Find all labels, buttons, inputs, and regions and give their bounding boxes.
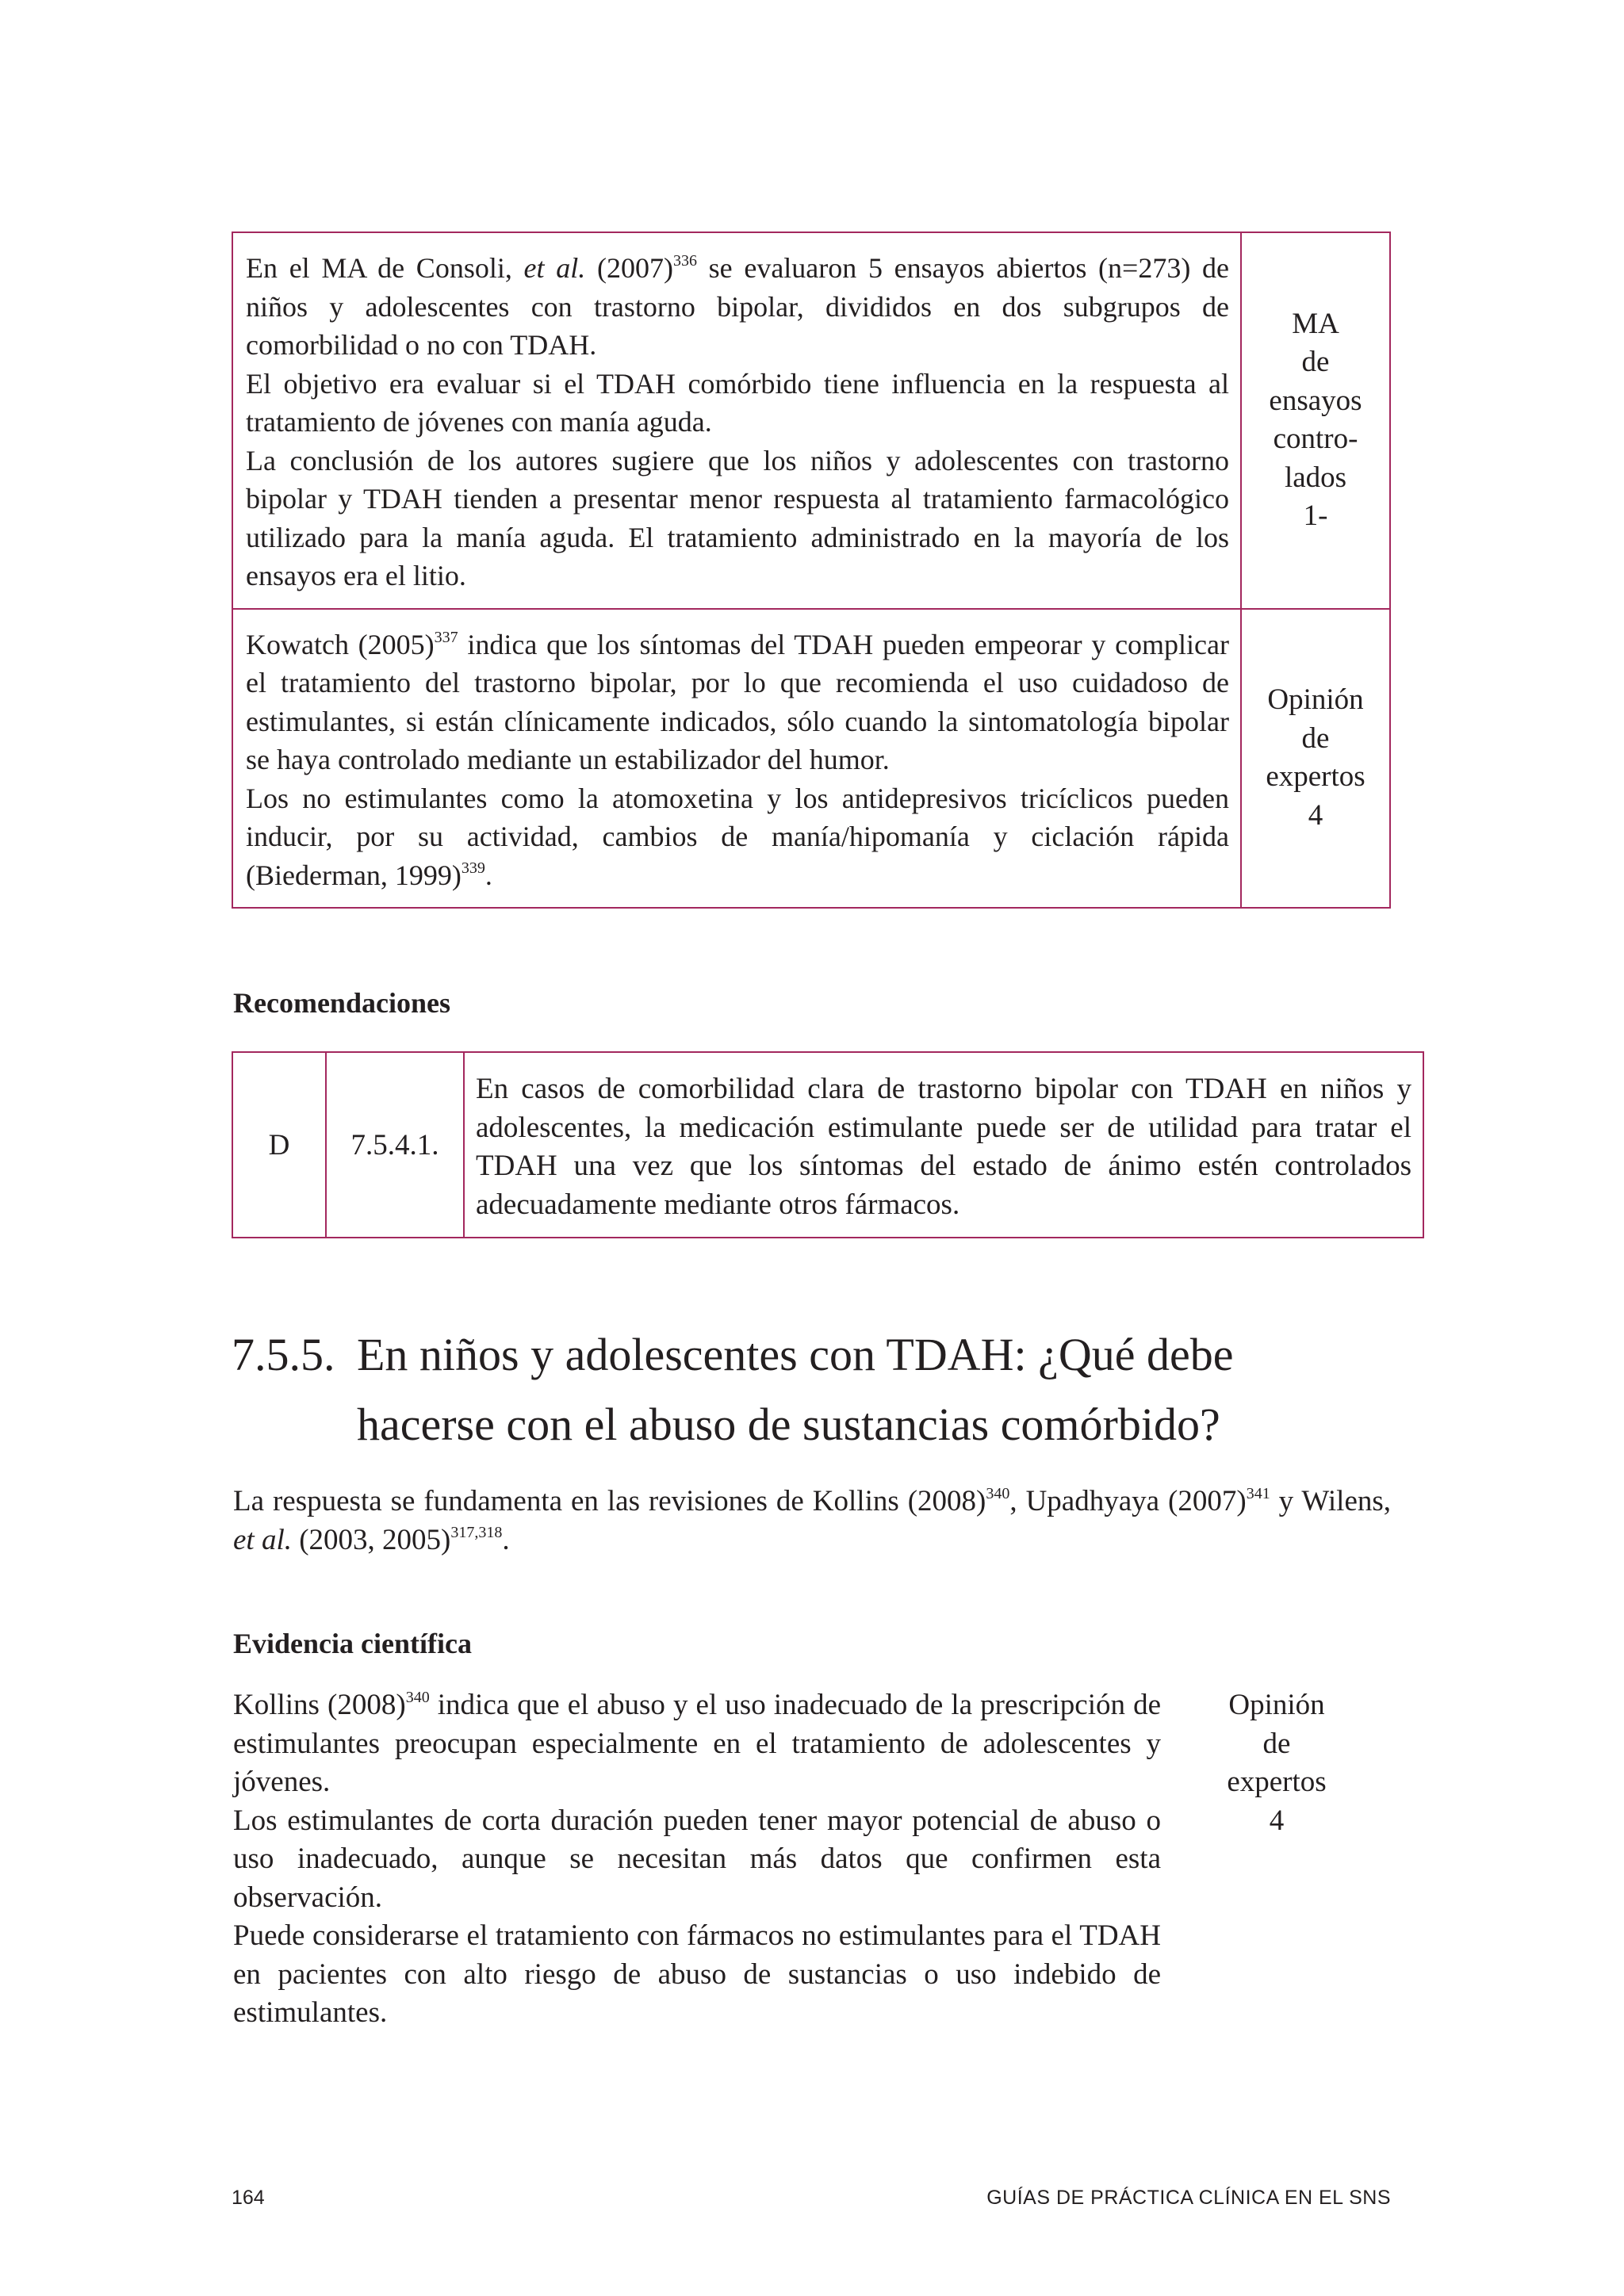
recommendation-row: [232, 1052, 1423, 1238]
text-run: Kowatch (2005): [246, 628, 435, 660]
paragraph: [246, 249, 1229, 365]
citation-superscript: 341: [1246, 1485, 1270, 1502]
level-line: de: [1301, 346, 1330, 379]
paragraph: [233, 1802, 1161, 1918]
level-line: Opinión: [1228, 1689, 1325, 1721]
text-run: Los no estimulantes como la atomoxetina y los antidepresivos tricíclicos pueden inducir, por su actividad, cambios de manía/hipomanía y ciclación rápida (Biederman, 1999): [246, 782, 1229, 891]
recommendation-number: 7.5.4.1.: [326, 1052, 464, 1238]
evidence-text-cell: [232, 232, 1241, 609]
footer-series-title: GUÍAS DE PRÁCTICA CLÍNICA EN EL SNS: [986, 2187, 1391, 2209]
level-line: 1-: [1303, 499, 1328, 533]
text-run: y Wilens,: [1270, 1485, 1392, 1517]
level-line: lados: [1284, 461, 1347, 494]
level-line: ensayos: [1269, 384, 1362, 417]
text-run: Puede considerarse el tratamiento con fármacos no estimulantes para el TDAH en pacientes con alto riesgo de abuso de sustancias o uso indebido de estimulantes.: [233, 1919, 1161, 2029]
citation-superscript: 337: [434, 628, 458, 646]
text-run: El objetivo era evaluar si el TDAH comórbido tiene influencia en la respuesta al tratamiento de jóvenes con manía aguda.: [246, 367, 1229, 438]
evidence-row-consoli: [232, 232, 1390, 609]
evidence-text-cell: [232, 609, 1241, 909]
recommendation-text: En casos de comorbilidad clara de trastorno bipolar con TDAH en niños y adolescentes, la medicación estimulante puede ser de utilidad para tratar el TDAH una vez que los síntomas del estado de ánimo estén controlados adecuadamente mediante otros fármacos.: [464, 1052, 1423, 1238]
paragraph: [233, 1686, 1161, 1802]
italic-text: et al.: [523, 252, 586, 284]
text-run: .: [502, 1523, 510, 1556]
evidence-paragraphs: [246, 249, 1229, 595]
italic-text: et al.: [233, 1523, 292, 1556]
recommendations-heading: Recomendaciones: [233, 987, 450, 1019]
evidence-row-kowatch: [232, 609, 1390, 909]
text-run: En el MA de Consoli,: [246, 252, 524, 284]
citation-superscript: 340: [986, 1485, 1010, 1502]
level-line: 4: [1269, 1804, 1285, 1837]
citation-superscript: 340: [405, 1689, 430, 1706]
paragraph: [246, 365, 1229, 442]
text-run: La respuesta se fundamenta en las revisiones de Kollins (2008): [233, 1485, 986, 1517]
page-number: 164: [232, 2187, 265, 2209]
level-line: de: [1262, 1727, 1291, 1760]
evidence-table: [232, 232, 1391, 909]
text-run: (2007): [585, 252, 673, 284]
citation-superscript: 317,318: [450, 1523, 503, 1541]
level-line: contro-: [1273, 423, 1358, 456]
section-intro: [233, 1483, 1391, 1559]
level-line: expertos: [1227, 1766, 1327, 1798]
recommendation-grade: D: [232, 1052, 326, 1238]
section-number: 7.5.5.: [232, 1329, 335, 1380]
text-run: indica que los síntomas del TDAH pueden empeorar y complicar el tratamiento del trastorno bipolar, por lo que recomienda el uso cuidadoso de estimulantes, si están clínicamente indicados, sólo cuando la sintomatología bipolar se haya controlado mediante un estabilizador del humor.: [246, 628, 1230, 775]
citation-superscript: 339: [461, 859, 485, 877]
level-line: MA: [1292, 307, 1339, 340]
section-title-line1: En niños y adolescentes con TDAH: ¿Qué debe: [357, 1329, 1234, 1380]
level-line: 4: [1308, 798, 1323, 832]
level-line: Opinión: [1267, 683, 1364, 717]
text-run: La conclusión de los autores sugiere que los niños y adolescentes con trastorno bipolar y TDAH tienden a presentar menor respuesta al tratamiento farmacológico utilizado para la manía aguda. El tratamiento administrado en la mayoría de los ensayos era el litio.: [246, 444, 1229, 591]
recommendation-table: [232, 1051, 1424, 1238]
text-run: (2003, 2005): [291, 1523, 451, 1556]
text-run: .: [485, 859, 492, 891]
text-run: indica que el abuso y el uso inadecuado de la prescripción de estimulantes preocupan especialmente en el tratamiento de adolescentes y jóvenes.: [233, 1689, 1161, 1798]
section-title-line2: hacerse con el abuso de sustancias comórbido?: [357, 1399, 1220, 1450]
text-run: Los estimulantes de corta duración pueden tener mayor potencial de abuso o uso inadecuado, aunque se necesitan más datos que confirmen esta observación.: [233, 1804, 1161, 1914]
level-line: de: [1301, 721, 1330, 755]
evidence-level: [1197, 1686, 1356, 1840]
evidence-paragraphs: [246, 626, 1229, 895]
paragraph: [233, 1917, 1161, 2033]
evidence-body: [233, 1686, 1161, 2033]
paragraph: [246, 779, 1229, 895]
level-line: expertos: [1266, 760, 1365, 794]
paragraph: [246, 626, 1229, 779]
citation-superscript: 336: [672, 252, 697, 270]
text-run: se evaluaron 5 ensayos abiertos (n=273) de niños y adolescentes con trastorno bipolar, divididos en dos subgrupos de comorbilidad o no con TDAH.: [246, 252, 1230, 361]
section-title: [232, 1320, 1389, 1460]
paragraph: [246, 442, 1229, 595]
evidence-heading: Evidencia científica: [233, 1628, 472, 1659]
evidence-level-cell: [1241, 609, 1390, 909]
evidence-level-cell: [1241, 232, 1390, 609]
text-run: , Upadhyaya (2007): [1009, 1485, 1247, 1517]
text-run: Kollins (2008): [233, 1689, 406, 1721]
